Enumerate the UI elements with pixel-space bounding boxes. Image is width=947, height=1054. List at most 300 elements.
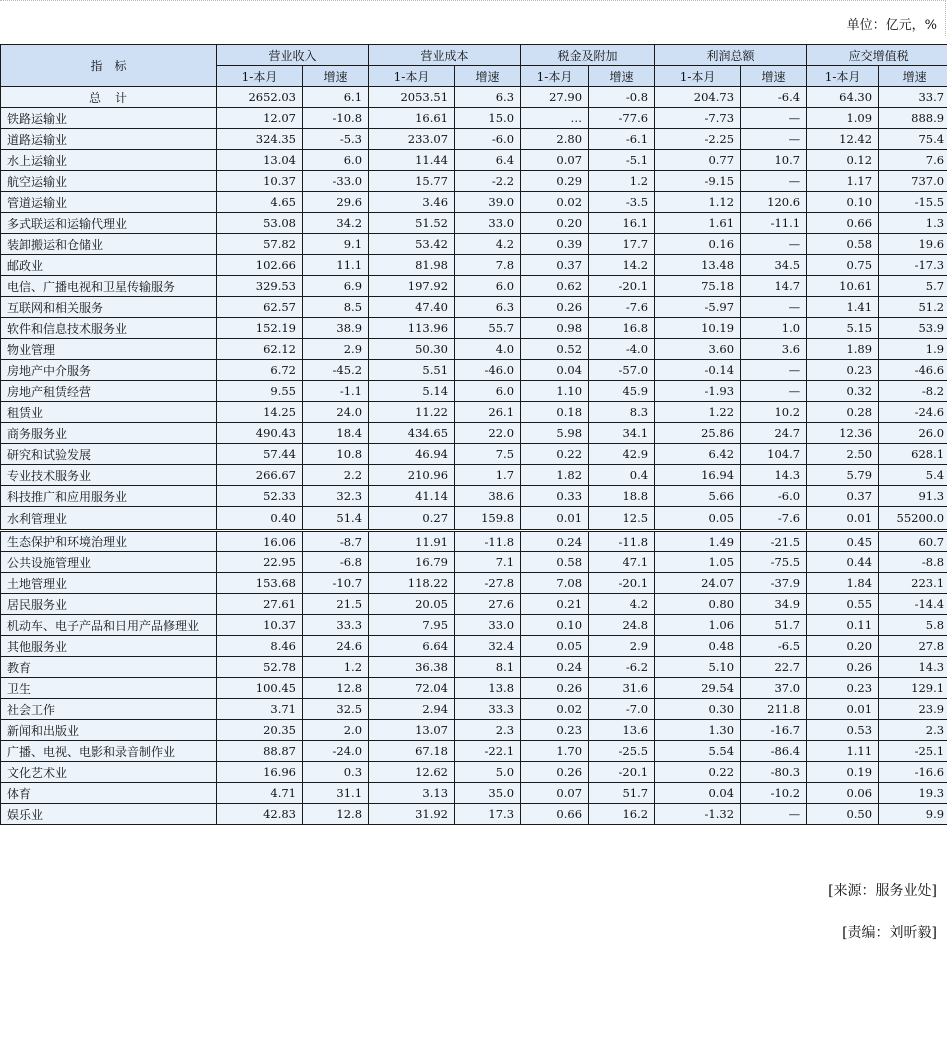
cell-value: 13.6 [589, 720, 655, 741]
cell-value: 16.8 [589, 318, 655, 339]
cell-value: 8.1 [455, 657, 521, 678]
cell-value: 118.22 [369, 573, 455, 594]
cell-value: 33.0 [455, 615, 521, 636]
cell-value: 15.0 [455, 108, 521, 129]
header-revenue: 营业收入 [217, 45, 369, 66]
cell-value: -6.8 [303, 552, 369, 573]
cell-value: 5.8 [879, 615, 947, 636]
cell-value: 9.9 [879, 804, 947, 825]
cell-value: -6.2 [589, 657, 655, 678]
cell-value: 1.0 [741, 318, 807, 339]
cell-value: 24.7 [741, 423, 807, 444]
cell-value: 27.61 [217, 594, 303, 615]
cell-value: 10.37 [217, 171, 303, 192]
row-label: 娱乐业 [1, 804, 217, 825]
cell-value: 14.3 [741, 465, 807, 486]
cell-value: 88.87 [217, 741, 303, 762]
table-row [1, 297, 947, 318]
cell-value: 0.18 [521, 402, 589, 423]
cell-value: 2652.03 [217, 87, 303, 108]
table-body [1, 87, 947, 825]
cell-value: 129.1 [879, 678, 947, 699]
cell-value: 6.3 [455, 87, 521, 108]
cell-value: 7.1 [455, 552, 521, 573]
cell-value: -24.6 [879, 402, 947, 423]
cell-value: -46.6 [879, 360, 947, 381]
cell-value: 31.92 [369, 804, 455, 825]
cell-value: 4.0 [455, 339, 521, 360]
cell-value: 60.7 [879, 531, 947, 552]
cell-value: 6.4 [455, 150, 521, 171]
cell-value: 14.7 [741, 276, 807, 297]
cell-value: 0.66 [807, 213, 879, 234]
cell-value: -2.25 [655, 129, 741, 150]
cell-value: 0.58 [807, 234, 879, 255]
cell-value: 11.44 [369, 150, 455, 171]
cell-value: 12.8 [303, 678, 369, 699]
cell-value: 434.65 [369, 423, 455, 444]
cell-value: 29.6 [303, 192, 369, 213]
cell-value: 0.22 [655, 762, 741, 783]
cell-value: 0.28 [807, 402, 879, 423]
cell-value: 9.55 [217, 381, 303, 402]
cell-value: 38.6 [455, 486, 521, 507]
cell-value: 0.23 [807, 678, 879, 699]
cell-value: 6.3 [455, 297, 521, 318]
cell-value: 10.2 [741, 402, 807, 423]
table-row [1, 255, 947, 276]
cell-value: 737.0 [879, 171, 947, 192]
row-label: 铁路运输业 [1, 108, 217, 129]
cell-value: 19.3 [879, 783, 947, 804]
cell-value: 0.12 [807, 150, 879, 171]
cell-value: 211.8 [741, 699, 807, 720]
cell-value: -10.7 [303, 573, 369, 594]
cell-value: 16.1 [589, 213, 655, 234]
cell-value: 16.96 [217, 762, 303, 783]
cell-value: 120.6 [741, 192, 807, 213]
cell-value: 13.48 [655, 255, 741, 276]
row-label: 科技推广和应用服务业 [1, 486, 217, 507]
cell-value: 0.01 [521, 507, 589, 531]
cell-value: 24.8 [589, 615, 655, 636]
cell-value: 1.30 [655, 720, 741, 741]
cell-value: -20.1 [589, 762, 655, 783]
cell-value: 5.98 [521, 423, 589, 444]
cell-value: 4.2 [589, 594, 655, 615]
cell-value: — [741, 129, 807, 150]
cell-value: 51.52 [369, 213, 455, 234]
cell-value: -20.1 [589, 573, 655, 594]
cell-value: -8.8 [879, 552, 947, 573]
cell-value: 31.1 [303, 783, 369, 804]
cell-value: 0.26 [807, 657, 879, 678]
cell-value: 51.4 [303, 507, 369, 531]
table-row [1, 657, 947, 678]
cell-value: 0.52 [521, 339, 589, 360]
cell-value: 51.7 [589, 783, 655, 804]
table-row [1, 150, 947, 171]
table-row [1, 741, 947, 762]
cell-value: -1.1 [303, 381, 369, 402]
row-label: 物业管理 [1, 339, 217, 360]
cell-value: -1.32 [655, 804, 741, 825]
cell-value: 104.7 [741, 444, 807, 465]
cell-value: 5.54 [655, 741, 741, 762]
cell-value: 26.1 [455, 402, 521, 423]
cell-value: 204.73 [655, 87, 741, 108]
cell-value: 490.43 [217, 423, 303, 444]
cell-value: 0.62 [521, 276, 589, 297]
cell-value: 0.21 [521, 594, 589, 615]
row-label: 卫生 [1, 678, 217, 699]
cell-value: 0.66 [521, 804, 589, 825]
cell-value: 8.3 [589, 402, 655, 423]
cell-value: 0.22 [521, 444, 589, 465]
table-row [1, 615, 947, 636]
cell-value: 0.20 [807, 636, 879, 657]
cell-value: -33.0 [303, 171, 369, 192]
cell-value: 55200.0 [879, 507, 947, 531]
cell-value: 0.29 [521, 171, 589, 192]
table-row [1, 192, 947, 213]
header-profit: 利润总额 [655, 45, 807, 66]
cell-value: 0.07 [521, 783, 589, 804]
cell-value: 4.2 [455, 234, 521, 255]
cell-value: 64.30 [807, 87, 879, 108]
cell-value: -8.2 [879, 381, 947, 402]
cell-value: … [521, 108, 589, 129]
cell-value: 3.46 [369, 192, 455, 213]
cell-value: -2.2 [455, 171, 521, 192]
subheader-growth: 增速 [741, 66, 807, 87]
table-row [1, 171, 947, 192]
cell-value: 0.20 [521, 213, 589, 234]
row-label: 装卸搬运和仓储业 [1, 234, 217, 255]
cell-value: 159.8 [455, 507, 521, 531]
cell-value: 0.30 [655, 699, 741, 720]
cell-value: 52.78 [217, 657, 303, 678]
cell-value: 223.1 [879, 573, 947, 594]
cell-value: 0.05 [655, 507, 741, 531]
row-label: 水上运输业 [1, 150, 217, 171]
cell-value: 0.45 [807, 531, 879, 552]
cell-value: -80.3 [741, 762, 807, 783]
cell-value: 32.5 [303, 699, 369, 720]
cell-value: 2.94 [369, 699, 455, 720]
cell-value: — [741, 804, 807, 825]
editor-note: [责编：刘昕毅] [842, 925, 937, 941]
cell-value: — [741, 360, 807, 381]
cell-value: 35.0 [455, 783, 521, 804]
row-label: 互联网和相关服务 [1, 297, 217, 318]
cell-value: 24.07 [655, 573, 741, 594]
cell-value: 21.5 [303, 594, 369, 615]
cell-value: 39.0 [455, 192, 521, 213]
cell-value: -10.8 [303, 108, 369, 129]
cell-value: 27.90 [521, 87, 589, 108]
cell-value: -7.0 [589, 699, 655, 720]
cell-value: 13.04 [217, 150, 303, 171]
cell-value: 26.0 [879, 423, 947, 444]
cell-value: 10.7 [741, 150, 807, 171]
cell-value: -75.5 [741, 552, 807, 573]
cell-value: 8.46 [217, 636, 303, 657]
cell-value: — [741, 297, 807, 318]
table-row [1, 318, 947, 339]
cell-value: 11.22 [369, 402, 455, 423]
cell-value: 0.26 [521, 678, 589, 699]
cell-value: 47.40 [369, 297, 455, 318]
cell-value: 0.32 [807, 381, 879, 402]
cell-value: 3.13 [369, 783, 455, 804]
cell-value: -22.1 [455, 741, 521, 762]
cell-value: 0.26 [521, 297, 589, 318]
cell-value: 5.51 [369, 360, 455, 381]
cell-value: 1.09 [807, 108, 879, 129]
row-label: 邮政业 [1, 255, 217, 276]
cell-value: 1.05 [655, 552, 741, 573]
cell-value: 329.53 [217, 276, 303, 297]
page-frame [0, 0, 946, 36]
row-label: 居民服务业 [1, 594, 217, 615]
cell-value: 53.42 [369, 234, 455, 255]
cell-value: -6.1 [589, 129, 655, 150]
cell-value: 75.18 [655, 276, 741, 297]
table-row [1, 129, 947, 150]
cell-value: 1.84 [807, 573, 879, 594]
cell-value: 1.61 [655, 213, 741, 234]
cell-value: -14.4 [879, 594, 947, 615]
row-label: 多式联运和运输代理业 [1, 213, 217, 234]
cell-value: 24.0 [303, 402, 369, 423]
row-label: 生态保护和环境治理业 [1, 531, 217, 552]
cell-value: 1.12 [655, 192, 741, 213]
cell-value: 6.0 [455, 381, 521, 402]
cell-value: 18.4 [303, 423, 369, 444]
cell-value: 16.06 [217, 531, 303, 552]
cell-value: 12.42 [807, 129, 879, 150]
cell-value: 36.38 [369, 657, 455, 678]
cell-value: 46.94 [369, 444, 455, 465]
cell-value: 8.5 [303, 297, 369, 318]
cell-value: 0.24 [521, 531, 589, 552]
table-row [1, 423, 947, 444]
cell-value: 2.9 [589, 636, 655, 657]
cell-value: 6.72 [217, 360, 303, 381]
cell-value: 33.3 [303, 615, 369, 636]
cell-value: 100.45 [217, 678, 303, 699]
cell-value: -0.8 [589, 87, 655, 108]
cell-value: 62.57 [217, 297, 303, 318]
cell-value: 0.01 [807, 699, 879, 720]
cell-value: 45.9 [589, 381, 655, 402]
cell-value: 324.35 [217, 129, 303, 150]
row-label: 电信、广播电视和卫星传输服务 [1, 276, 217, 297]
cell-value: 13.8 [455, 678, 521, 699]
cell-value: -25.1 [879, 741, 947, 762]
cell-value: 0.16 [655, 234, 741, 255]
cell-value: 34.9 [741, 594, 807, 615]
cell-value: 152.19 [217, 318, 303, 339]
cell-value: 5.79 [807, 465, 879, 486]
cell-value: 10.37 [217, 615, 303, 636]
cell-value: 0.98 [521, 318, 589, 339]
unit-label: 单位：亿元，% [846, 18, 937, 33]
cell-value: 888.9 [879, 108, 947, 129]
cell-value: 41.14 [369, 486, 455, 507]
subheader-growth: 增速 [303, 66, 369, 87]
cell-value: 10.61 [807, 276, 879, 297]
cell-value: 2.3 [879, 720, 947, 741]
cell-value: 233.07 [369, 129, 455, 150]
row-label: 社会工作 [1, 699, 217, 720]
cell-value: -6.5 [741, 636, 807, 657]
row-label: 管道运输业 [1, 192, 217, 213]
table-row [1, 213, 947, 234]
cell-value: 20.05 [369, 594, 455, 615]
cell-value: -6.0 [455, 129, 521, 150]
row-label: 研究和试验发展 [1, 444, 217, 465]
table-row [1, 531, 947, 552]
cell-value: 91.3 [879, 486, 947, 507]
cell-value: 12.36 [807, 423, 879, 444]
cell-value: -16.6 [879, 762, 947, 783]
cell-value: 0.3 [303, 762, 369, 783]
table-row [1, 573, 947, 594]
cell-value: 0.23 [521, 720, 589, 741]
cell-value: 5.7 [879, 276, 947, 297]
cell-value: 0.75 [807, 255, 879, 276]
cell-value: 53.9 [879, 318, 947, 339]
cell-value: -3.5 [589, 192, 655, 213]
cell-value: 628.1 [879, 444, 947, 465]
cell-value: 81.98 [369, 255, 455, 276]
cell-value: 23.9 [879, 699, 947, 720]
cell-value: -57.0 [589, 360, 655, 381]
cell-value: -37.9 [741, 573, 807, 594]
cell-value: 16.79 [369, 552, 455, 573]
row-label: 商务服务业 [1, 423, 217, 444]
cell-value: 0.05 [521, 636, 589, 657]
cell-value: 1.11 [807, 741, 879, 762]
cell-value: — [741, 171, 807, 192]
cell-value: 2.3 [455, 720, 521, 741]
cell-value: -17.3 [879, 255, 947, 276]
cell-value: 34.1 [589, 423, 655, 444]
cell-value: 1.41 [807, 297, 879, 318]
cell-value: 6.1 [303, 87, 369, 108]
cell-value: 0.02 [521, 699, 589, 720]
cell-value: 11.1 [303, 255, 369, 276]
cell-value: -77.6 [589, 108, 655, 129]
cell-value: 1.22 [655, 402, 741, 423]
table-row [1, 594, 947, 615]
cell-value: 0.04 [521, 360, 589, 381]
cell-value: 0.19 [807, 762, 879, 783]
cell-value: 3.60 [655, 339, 741, 360]
cell-value: 9.1 [303, 234, 369, 255]
cell-value: 1.3 [879, 213, 947, 234]
cell-value: — [741, 381, 807, 402]
cell-value: -1.93 [655, 381, 741, 402]
cell-value: 12.8 [303, 804, 369, 825]
table-row [1, 465, 947, 486]
table-row [1, 381, 947, 402]
cell-value: 102.66 [217, 255, 303, 276]
cell-value: 5.0 [455, 762, 521, 783]
cell-value: 38.9 [303, 318, 369, 339]
cell-value: 0.77 [655, 150, 741, 171]
cell-value: 0.24 [521, 657, 589, 678]
cell-value: -11.8 [455, 531, 521, 552]
cell-value: 5.4 [879, 465, 947, 486]
cell-value: 7.5 [455, 444, 521, 465]
cell-value: 2.2 [303, 465, 369, 486]
cell-value: — [741, 108, 807, 129]
cell-value: -5.3 [303, 129, 369, 150]
cell-value: 72.04 [369, 678, 455, 699]
cell-value: -9.15 [655, 171, 741, 192]
table-row [1, 636, 947, 657]
cell-value: -21.5 [741, 531, 807, 552]
cell-value: 0.10 [807, 192, 879, 213]
cell-value: 12.5 [589, 507, 655, 531]
cell-value: 210.96 [369, 465, 455, 486]
cell-value: 1.82 [521, 465, 589, 486]
cell-value: 2.9 [303, 339, 369, 360]
cell-value: 1.70 [521, 741, 589, 762]
cell-value: -16.7 [741, 720, 807, 741]
cell-value: -4.0 [589, 339, 655, 360]
cell-value: 57.82 [217, 234, 303, 255]
cell-value: -24.0 [303, 741, 369, 762]
cell-value: 37.0 [741, 678, 807, 699]
cell-value: 51.7 [741, 615, 807, 636]
table-row [1, 444, 947, 465]
header-tax: 税金及附加 [521, 45, 655, 66]
table-row [1, 507, 947, 531]
cell-value: -46.0 [455, 360, 521, 381]
cell-value: 22.95 [217, 552, 303, 573]
cell-value: 12.62 [369, 762, 455, 783]
row-label: 土地管理业 [1, 573, 217, 594]
cell-value: — [741, 234, 807, 255]
cell-value: 0.50 [807, 804, 879, 825]
subheader-growth: 增速 [589, 66, 655, 87]
cell-value: 5.10 [655, 657, 741, 678]
cell-value: 22.7 [741, 657, 807, 678]
cell-value: 0.58 [521, 552, 589, 573]
cell-value: -5.1 [589, 150, 655, 171]
row-label: 租赁业 [1, 402, 217, 423]
cell-value: 4.71 [217, 783, 303, 804]
cell-value: -0.14 [655, 360, 741, 381]
cell-value: 11.91 [369, 531, 455, 552]
cell-value: 16.2 [589, 804, 655, 825]
source-note: [来源：服务业处] [828, 883, 937, 899]
row-label: 新闻和出版业 [1, 720, 217, 741]
cell-value: 10.19 [655, 318, 741, 339]
cell-value: 7.08 [521, 573, 589, 594]
cell-value: 51.2 [879, 297, 947, 318]
cell-value: 24.6 [303, 636, 369, 657]
cell-value: 33.0 [455, 213, 521, 234]
cell-value: 17.3 [455, 804, 521, 825]
table-row [1, 699, 947, 720]
table-row [1, 804, 947, 825]
table-row [1, 486, 947, 507]
